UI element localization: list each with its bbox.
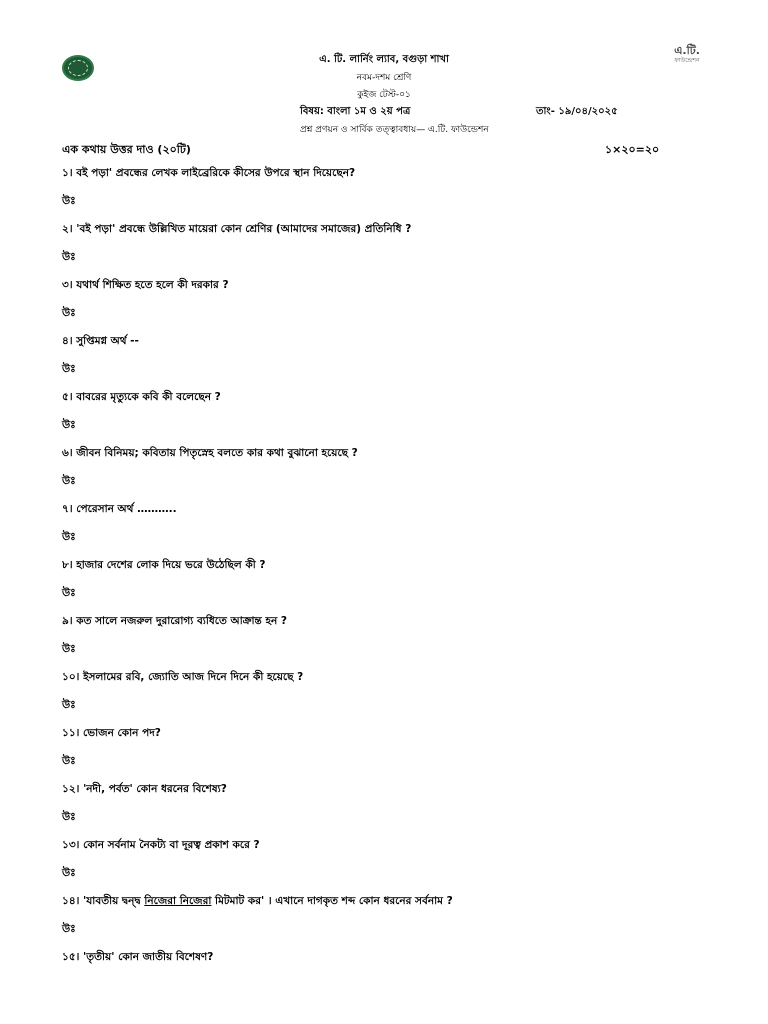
question-14: ১৪। 'যাবতীয় দ্বন্দ্ব নিজেরা নিজেরা মিটমাট কর' । এখানে দাগকৃত শব্দ কোন ধরনের সর্বনাম ?: [62, 895, 453, 907]
answer-11[interactable]: উঃ: [62, 755, 76, 767]
answer-7[interactable]: উঃ: [62, 531, 76, 543]
answer-8[interactable]: উঃ: [62, 587, 76, 599]
answer-14[interactable]: উঃ: [62, 923, 76, 935]
answer-10[interactable]: উঃ: [62, 699, 76, 711]
question-6: ৬। জীবন বিনিময়; কবিতায় পিতৃস্নেহ বলতে কার কথা বুঝানো হয়েছে ?: [62, 447, 358, 459]
logo-right-sub: ফাউন্ডেশন: [674, 57, 700, 64]
answer-13[interactable]: উঃ: [62, 867, 76, 879]
answer-3[interactable]: উঃ: [62, 307, 76, 319]
question-8: ৮। হাজার দেশের লোক দিয়ে ভরে উঠেছিল কী ?: [62, 559, 266, 571]
instruction: এক কথায় উত্তর দাও (২০টি): [62, 143, 191, 156]
question-7: ৭। পেরেসান অর্থ ………..: [62, 503, 177, 515]
class-name: নবম-দশম শ্রেণি: [356, 73, 412, 83]
question-15: ১৫। 'তৃতীয়' কোন জাতীয় বিশেষণ?: [62, 951, 214, 963]
underlined-phrase: নিজেরা নিজেরা: [144, 895, 212, 907]
question-12: ১২। 'নদী, পর্বত' কোন ধরনের বিশেষ্য?: [62, 783, 227, 795]
answer-4[interactable]: উঃ: [62, 363, 76, 375]
institute-name: এ. টি. লার্নিং ল্যাব, বগুড়া শাখা: [319, 54, 449, 65]
question-10: ১০। ইসলামের রবি, জ্যোতি আজ দিনে দিনে কী হয়েছে ?: [62, 671, 304, 683]
answer-1[interactable]: উঃ: [62, 195, 76, 207]
question-4: ৪। সুপ্তিমগ্ন অর্থ --: [62, 335, 139, 347]
credit-line: প্রশ্ন প্রণয়ন ও সার্বিক তত্ত্বাবধায়— এ.টি. ফাউন্ডেশন: [300, 125, 489, 135]
question-1: ১। বই পড়া' প্রবন্ধের লেখক লাইব্রেরিকে কীসের উপরে স্থান দিয়েছেন?: [62, 167, 356, 179]
answer-9[interactable]: উঃ: [62, 643, 76, 655]
question-13: ১৩। কোন সর্বনাম নৈকট্য বা দূরত্ব প্রকাশ করে ?: [62, 839, 260, 851]
answer-12[interactable]: উঃ: [62, 811, 76, 823]
question-9: ৯। কত সালে নজরুল দুরারোগ্য ব্যধিতে আক্রান্ত হন ?: [62, 615, 287, 627]
question-2: ২। 'বই পড়া' প্রবন্ধে উল্লিখিত মায়েরা কোন শ্রেণির (আমাদের সমাজের) প্রতিনিধি ?: [62, 223, 412, 235]
marks-distribution: ১×২০=২০: [605, 143, 660, 156]
question-11: ১১। ভোজন কোন পদ?: [62, 727, 161, 739]
answer-5[interactable]: উঃ: [62, 419, 76, 431]
logo-right-text: এ.টি.: [674, 44, 700, 57]
test-name: কুইজ টেস্ট-০১: [357, 90, 411, 100]
subject: বিষয়: বাংলা ১ম ও ২য় পত্র: [300, 106, 411, 117]
answer-2[interactable]: উঃ: [62, 251, 76, 263]
answer-6[interactable]: উঃ: [62, 475, 76, 487]
exam-date: তাং- ১৯/০৪/২০২৫: [536, 106, 618, 117]
question-5: ৫। বাবরের মৃত্যুকে কবি কী বলেছেন ?: [62, 391, 221, 403]
question-3: ৩। যথার্থ শিক্ষিত হতে হলে কী দরকার ?: [62, 279, 229, 291]
